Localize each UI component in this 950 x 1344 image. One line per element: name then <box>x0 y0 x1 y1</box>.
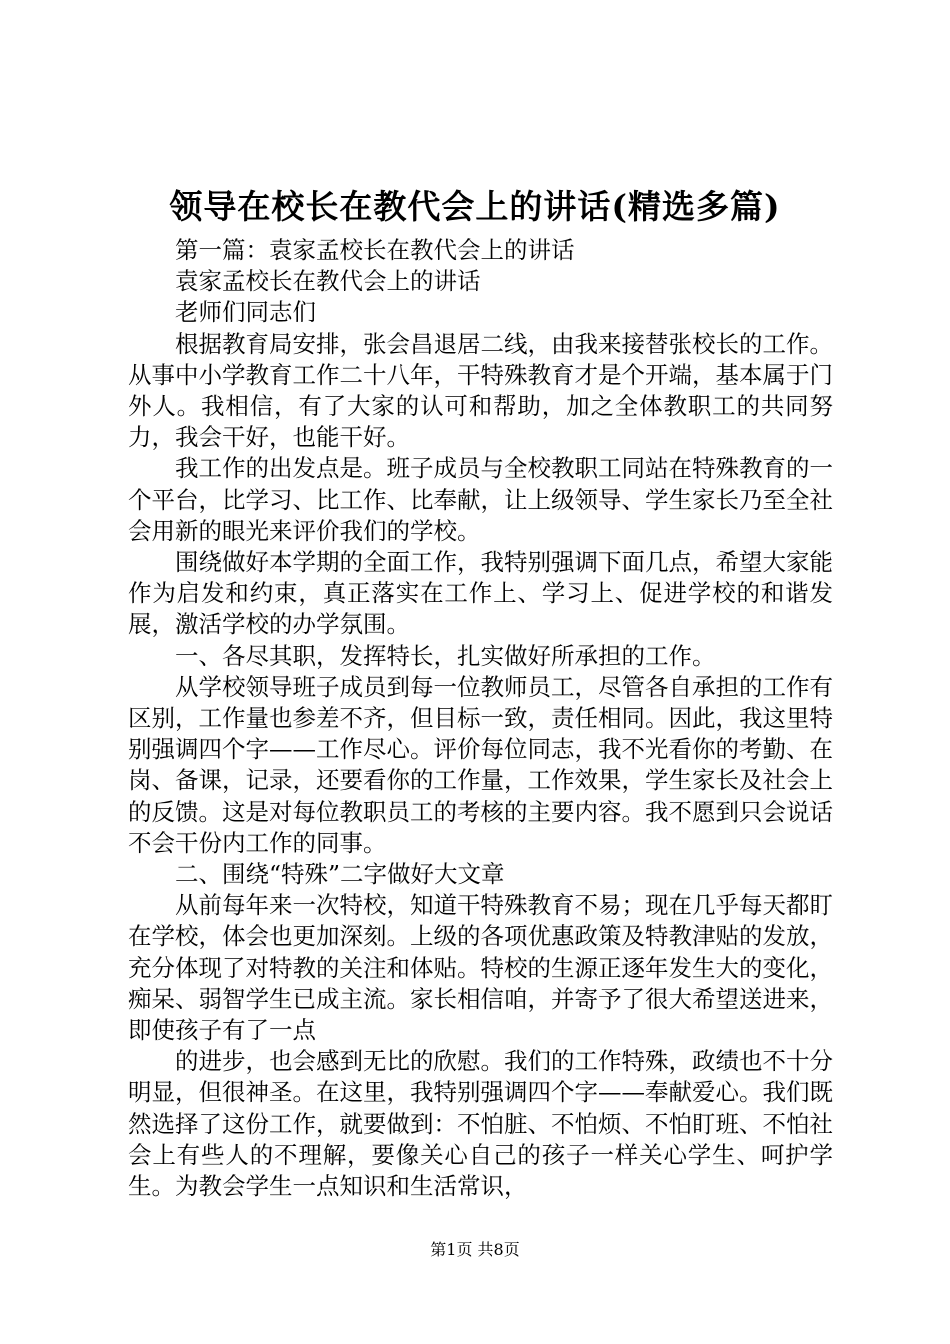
paragraph-salutation: 老师们同志们 <box>175 298 316 327</box>
document-body <box>128 235 833 1202</box>
paragraph-point-heading: 二、围绕“特殊”二字做好大文章 <box>175 860 505 889</box>
page-indicator: 第1页 共8页 <box>430 1240 520 1259</box>
paragraph: 从学校领导班子成员到每一位教师员工，尽管各自承担的工作有区别，工作量也参差不齐，但目标一致，责任相同。因此，我这里特别强调四个字——工作尽心。评价每位同志，我不光看你的考勤、在岗、备课，记录，还要看你的工作量，工作效果，学生家长及社会上的反馈。这是对每位教职员工的考核的主要内容。我不愿到只会说话不会干份内工作的同事。 <box>128 672 833 857</box>
paragraph: 从前每年来一次特校，知道干特殊教育不易；现在几乎每天都盯在学校，体会也更加深刻。上级的各项优惠政策及特教津贴的发放，充分体现了对特教的关注和体贴。特校的生源正逐年发生大的变化，痴呆、弱智学生已成主流。家长相信咱，并寄予了很大希望送进来，即使孩子有了一点 <box>128 891 833 1045</box>
paragraph: 围绕做好本学期的全面工作，我特别强调下面几点，希望大家能作为启发和约束，真正落实在工作上、学习上、促进学校的和谐发展，激活学校的办学氛围。 <box>128 548 833 639</box>
paragraph-section-heading: 第一篇：袁家孟校长在教代会上的讲话 <box>175 236 575 264</box>
paragraph-point-heading: 一、各尽其职，发挥特长，扎实做好所承担的工作。 <box>175 641 716 670</box>
page-footer <box>0 1238 950 1262</box>
paragraph: 我工作的出发点是。班子成员与全校教职工同站在特殊教育的一个平台，比学习、比工作、比奉献，让上级领导、学生家长乃至全社会用新的眼光来评价我们的学校。 <box>128 454 833 545</box>
paragraph: 根据教育局安排，张会昌退居二线，由我来接替张校长的工作。从事中小学教育工作二十八年，干特殊教育才是个开端，基本属于门外人。我相信，有了大家的认可和帮助，加之全体教职工的共同努力，我会干好，也能干好。 <box>128 329 833 452</box>
paragraph: 的进步，也会感到无比的欣慰。我们的工作特殊，政绩也不十分明显，但很神圣。在这里，我特别强调四个字——奉献爱心。我们既然选择了这份工作，就要做到：不怕脏、不怕烦、不怕盯班、不怕社会上有些人的不理解，要像关心自己的孩子一样关心学生、呵护学生。为教会学生一点知识和生活常识， <box>128 1047 833 1201</box>
paragraph-speech-title: 袁家孟校长在教代会上的讲话 <box>175 267 481 296</box>
document-title: 领导在校长在教代会上的讲话(精选多篇) <box>169 187 781 226</box>
